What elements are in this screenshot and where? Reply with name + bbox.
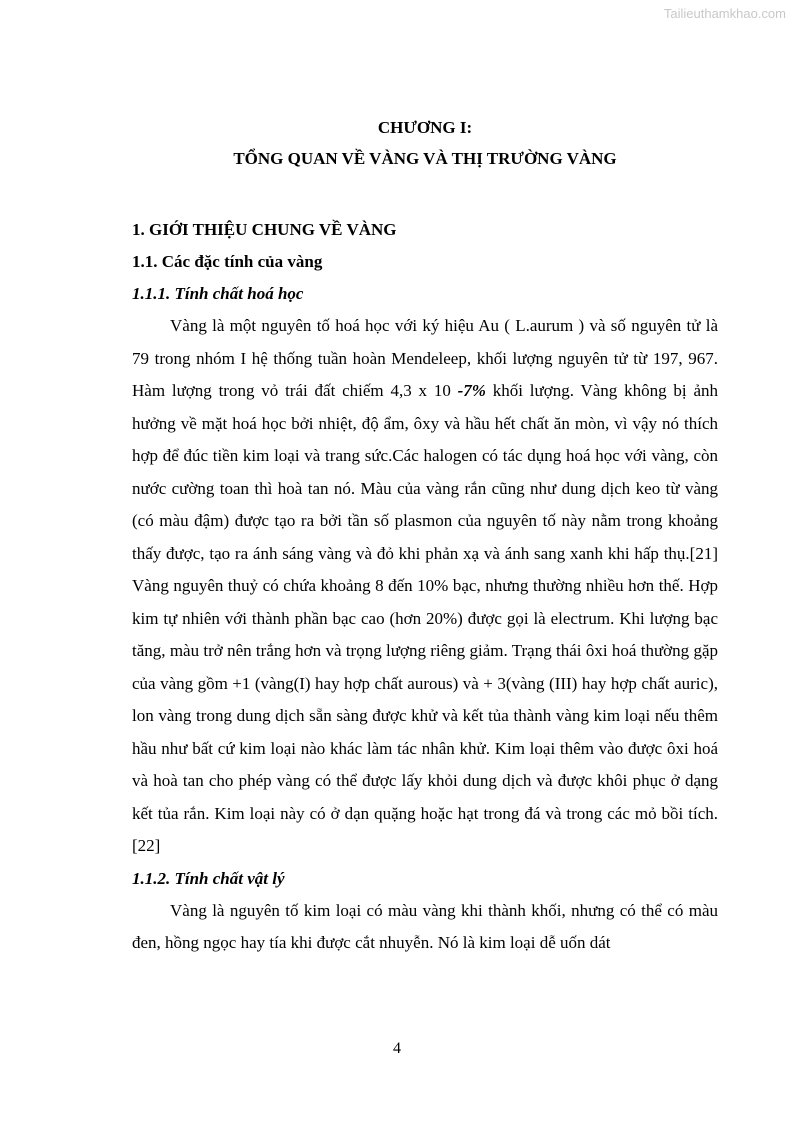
watermark: Tailieuthamkhao.com <box>663 6 786 21</box>
physical-properties-paragraph: Vàng là nguyên tố kim loại có màu vàng khi thành khối, nhưng có thể có màu đen, hồng ngọc hay tía khi được cắt nhuyễn. Nó là kim loại dễ uốn dát <box>132 900 718 952</box>
exponent-emphasis: -7% <box>457 381 486 400</box>
section-1-1-heading: 1.1. Các đặc tính của vàng <box>132 252 323 271</box>
paragraph-text-part2: khối lượng. Vàng không bị ảnh hưởng về mặt hoá học bởi nhiệt, độ ẩm, ôxy và hầu hết chất ăn mòn, vì vậy nó thích hợp để đúc tiền kim loại và trang sức.Các halogen có tác dụng hoá học với vàng, còn nước cường toan thì hoà tan nó. Màu của vàng rắn cũng như dung dịch keo từ vàng (có màu đậm) được tạo ra bởi tần số plasmon của nguyên tố này nằm trong khoảng thấy được, tạo ra ánh sáng vàng và đỏ khi phản xạ và ánh sang xanh khi hấp thụ.[21] Vàng nguyên thuỷ có chứa khoảng 8 đến 10% bạc, nhưng thường nhiều hơn thế. Hợp kim tự nhiên với thành phần bạc cao (hơn 20%) được gọi là electrum. Khi lượng bạc tăng, màu trở nên trắng hơn và trọng lượng riêng giảm. Trạng thái ôxi hoá thường gặp của vàng gồm +1 (vàng(I) hay hợp chất aurous) và + 3(vàng (III) hay hợp chất auric), lon vàng trong dung dịch sẵn sàng được khử và kết tủa thành vàng kim loại nếu thêm hầu như bất cứ kim loại nào khác làm tác nhân khử. Kim loại thêm vào được ôxi hoá và hoà tan cho phép vàng có thể được lấy khỏi dung dịch và được khôi phục ở dạng kết tủa rắn. Kim loại này có ở dạn quặng hoặc hạt trong đá và trong các mỏ bồi tích.[22] <box>132 381 718 855</box>
chapter-title: CHƯƠNG I: <box>377 118 473 137</box>
chapter-subtitle: TỔNG QUAN VỀ VÀNG VÀ THỊ TRƯỜNG VÀNG <box>233 149 617 168</box>
chemical-properties-paragraph <box>132 310 718 863</box>
document-page <box>132 112 718 960</box>
paragraph-text-part1: Vàng là một nguyên tố hoá học với ký hiệu Au ( L.aurum ) và số nguyên tử là 79 trong nhóm I hệ thống tuần hoàn Mendeleep, khối lượng nguyên tử từ 197, 967. Hàm lượng trong vỏ trái đất chiếm 4,3 x 10 <box>132 316 718 400</box>
section-1-heading: 1. GIỚI THIỆU CHUNG VỀ VÀNG <box>132 220 397 239</box>
section-1-1-2-heading: 1.1.2. Tính chất vật lý <box>132 868 285 888</box>
section-1-1-1-heading: 1.1.1. Tính chất hoá học <box>132 284 304 303</box>
page-number: 4 <box>393 1040 401 1057</box>
